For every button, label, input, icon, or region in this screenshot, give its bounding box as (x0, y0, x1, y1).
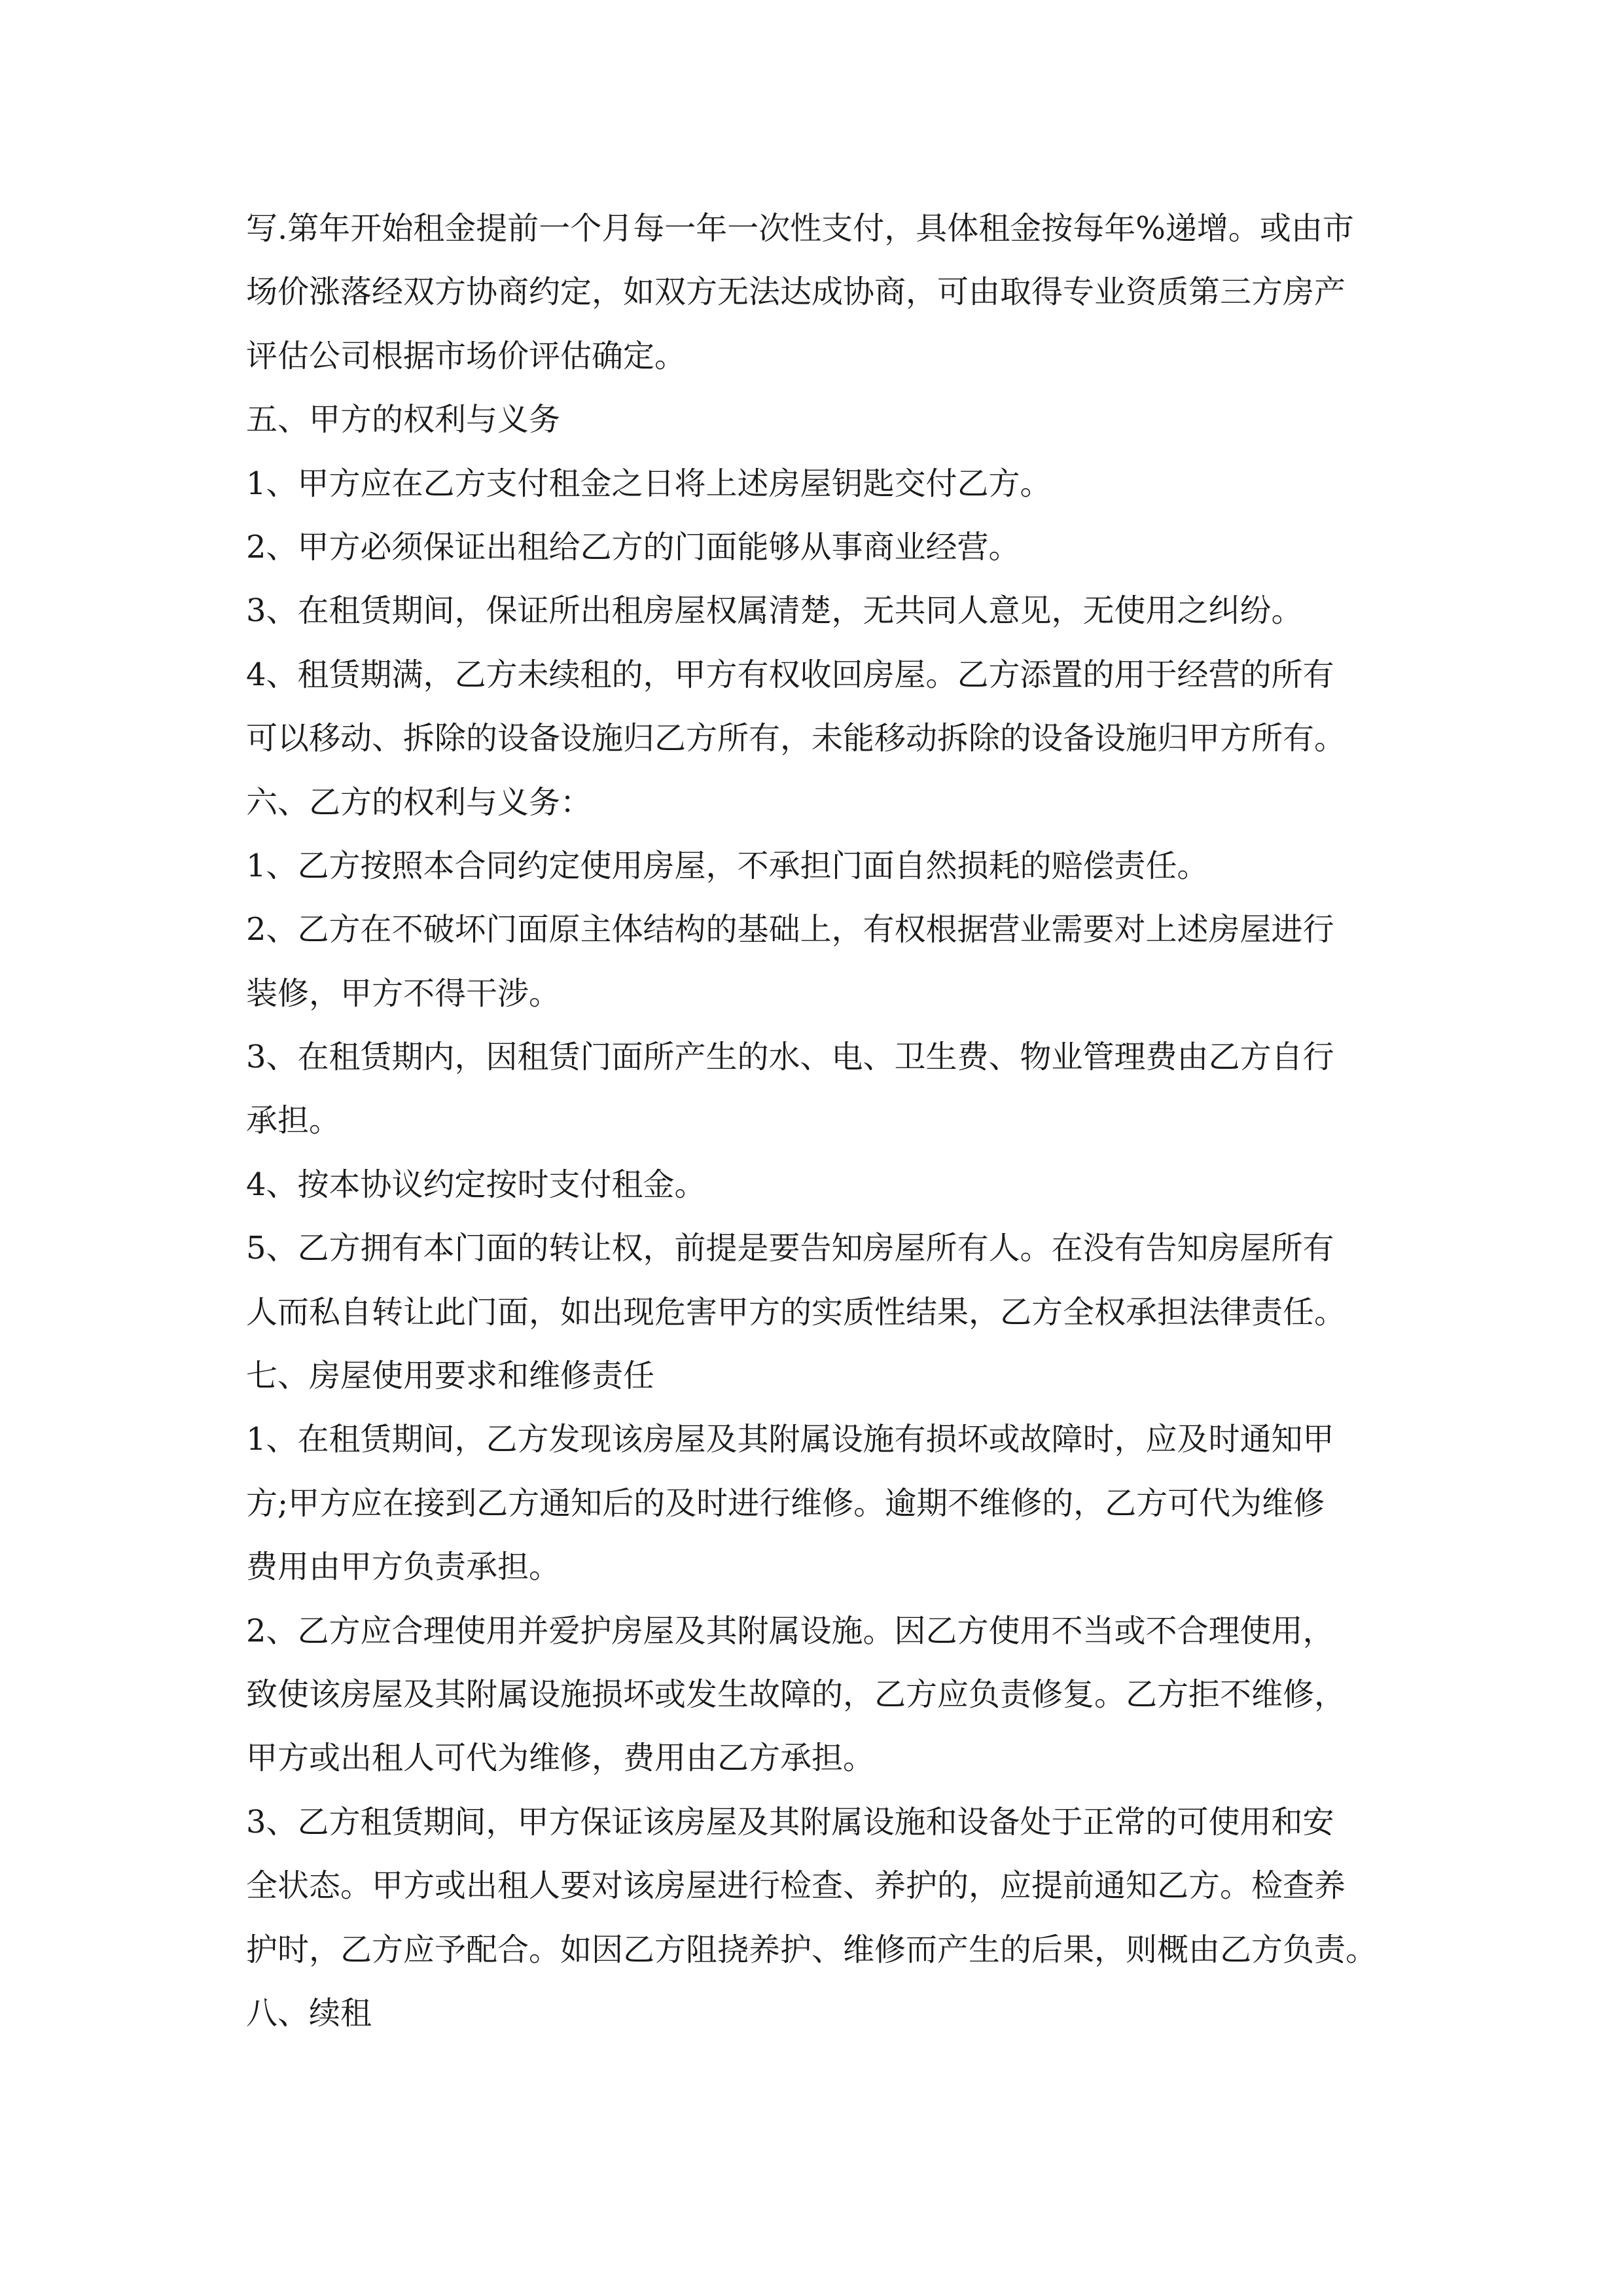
text-line: 费用由甲方负责承担。 (246, 1549, 561, 1586)
text-line: 3、在租赁期间，保证所出租房屋权属清楚，无共同人意见，无使用之纠纷。 (246, 592, 1303, 630)
text-line: 1、乙方按照本合同约定使用房屋，不承担门面自然损耗的赔偿责任。 (246, 847, 1209, 884)
text-line: 1、在租赁期间，乙方发现该房屋及其附属设施有损坏或故障时，应及时通知甲 (246, 1421, 1334, 1458)
text-line: 2、甲方必须保证出租给乙方的门面能够从事商业经营。 (246, 528, 1020, 565)
text-line: 5、乙方拥有本门面的转让权，前提是要告知房屋所有人。在没有告知房屋所有 (246, 1230, 1334, 1267)
text-line: 3、在租赁期内，因租赁门面所产生的水、电、卫生费、物业管理费由乙方自行 (246, 1039, 1334, 1076)
text-line: 4、租赁期满，乙方未续租的，甲方有权收回房屋。乙方添置的用于经营的所有 (246, 656, 1334, 693)
text-line: 评估公司根据市场价评估确定。 (246, 337, 687, 374)
section-heading: 六、乙方的权利与义务： (246, 783, 592, 821)
text-line: 人而私自转让此门面，如出现危害甲方的实质性结果，乙方全权承担法律责任。 (246, 1293, 1346, 1331)
text-line: 护时，乙方应予配合。如因乙方阻挠养护、维修而产生的后果，则概由乙方负责。 (246, 1931, 1378, 1968)
text-line: 甲方或出租人可代为维修，费用由乙方承担。 (246, 1740, 875, 1777)
text-line: 3、乙方租赁期间，甲方保证该房屋及其附属设施和设备处于正常的可使用和安 (246, 1803, 1334, 1840)
text-line: 装修，甲方不得干涉。 (246, 975, 561, 1012)
document-body (246, 197, 1398, 2045)
text-line: 全状态。甲方或出租人要对该房屋进行检查、养护的，应提前通知乙方。检查养 (246, 1867, 1346, 1905)
section-heading: 五、甲方的权利与义务 (246, 401, 561, 439)
text-line: 方;甲方应在接到乙方通知后的及时进行维修。逾期不维修的，乙方可代为维修 (246, 1484, 1325, 1522)
text-line: 写.第年开始租金提前一个月每一年一次性支付，具体租金按每年%递增。或由市 (246, 210, 1354, 247)
text-line: 致使该房屋及其附属设施损坏或发生故障的，乙方应负责修复。乙方拒不维修， (246, 1676, 1346, 1713)
text-line: 2、乙方在不破坏门面原主体结构的基础上，有权根据营业需要对上述房屋进行 (246, 911, 1334, 948)
text-line: 场价涨落经双方协商约定，如双方无法达成协商，可由取得专业资质第三方房产 (246, 274, 1346, 311)
text-line: 1、甲方应在乙方支付租金之日将上述房屋钥匙交付乙方。 (246, 465, 1052, 502)
text-line: 2、乙方应合理使用并爱护房屋及其附属设施。因乙方使用不当或不合理使用， (246, 1612, 1334, 1649)
section-heading: 七、房屋使用要求和维修责任 (246, 1357, 655, 1395)
text-line: 4、按本协议约定按时支付租金。 (246, 1166, 706, 1203)
section-heading: 八、续租 (246, 1994, 372, 2032)
text-line: 承担。 (246, 1102, 341, 1139)
text-line: 可以移动、拆除的设备设施归乙方所有，未能移动拆除的设备设施归甲方所有。 (246, 720, 1346, 757)
